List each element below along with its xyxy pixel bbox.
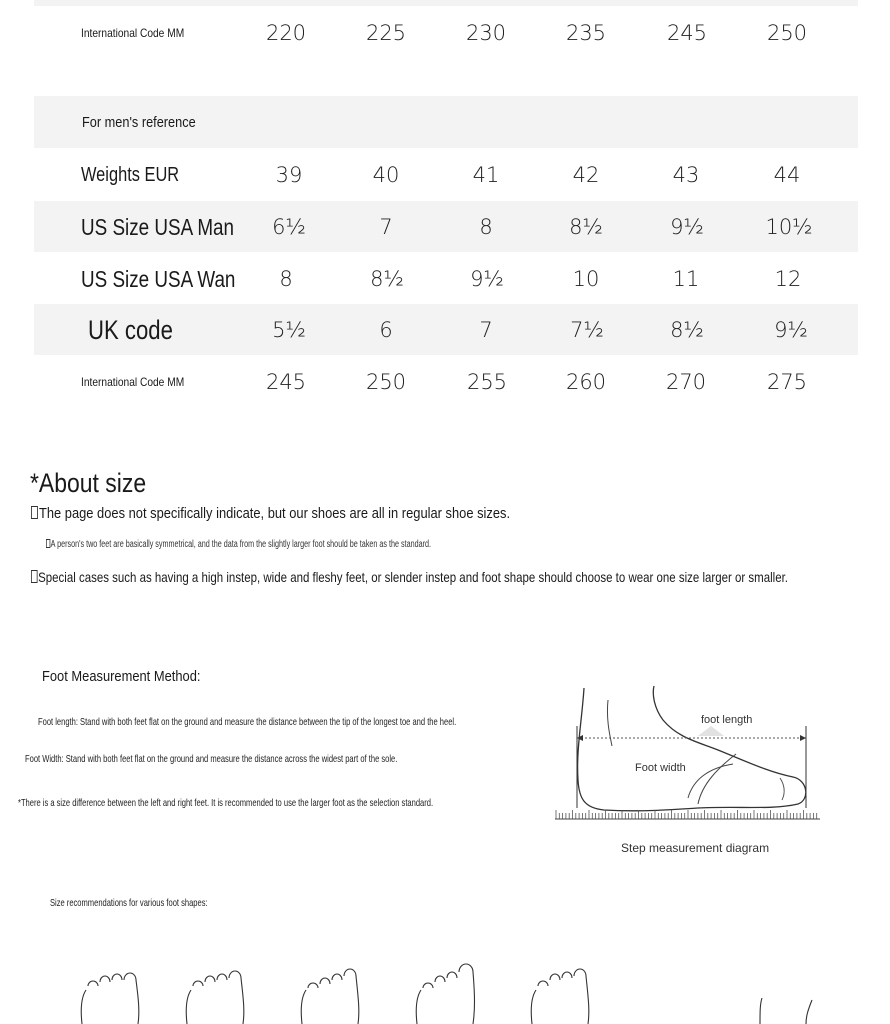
cell: 8 <box>279 267 293 291</box>
cell: 9½ <box>470 267 504 291</box>
foot-length-label: foot length <box>701 714 753 726</box>
about-size-title: *About size <box>30 468 147 498</box>
foot-shapes-illustration <box>70 960 830 1024</box>
cell: 250 <box>766 21 808 45</box>
foot-shape-2-icon <box>186 971 244 1024</box>
cell: 5½ <box>272 318 306 342</box>
bullet-text: The page does not specifically indicate, but our shoes are all in regular shoe sizes. <box>38 505 511 522</box>
cell: 230 <box>465 21 507 45</box>
bullet-text: A person's two feet are basically symmetrical, and the data from the slightly larger foot should be taken as the standard. <box>50 539 432 550</box>
bullet-text: Special cases such as having a high instep, wide and fleshy feet, or slender instep and foot shape should choose to wear one size larger or smaller. <box>38 569 788 585</box>
row-label: US Size USA Wan <box>81 265 236 292</box>
table-row-us-man <box>34 201 858 253</box>
table-row-intl-mm <box>34 356 858 408</box>
foot-shape-1-icon <box>81 973 139 1024</box>
bullet-box-icon <box>46 539 50 548</box>
foot-width-label: Foot width <box>635 762 686 774</box>
cell: 6½ <box>272 215 306 239</box>
cell: 220 <box>265 21 307 45</box>
foot-shape-4-icon <box>416 964 474 1024</box>
diagram-caption: Step measurement diagram <box>621 841 770 855</box>
cell: 11 <box>672 267 700 291</box>
about-bullet-2 <box>46 539 431 550</box>
top-table-header-band <box>34 0 858 6</box>
cell: 260 <box>565 370 607 394</box>
cell: 7½ <box>570 318 604 342</box>
row-label: International Code MM <box>81 26 185 40</box>
size-difference-note: *There is a size difference between the left and right feet. It is recommended to use the larger foot as the selection standard. <box>18 797 434 809</box>
table-row-us-wan <box>34 253 858 305</box>
foot-shape-recommendations-title: Size recommendations for various foot shapes: <box>50 897 208 909</box>
measuring-ruler-icon <box>556 810 817 819</box>
cell: 9½ <box>774 318 808 342</box>
mens-table-title: For men's reference <box>82 114 196 131</box>
cell: 6 <box>379 318 393 342</box>
row-label: UK code <box>88 314 173 345</box>
cell: 39 <box>275 163 303 187</box>
table-row-weights-eur <box>34 149 858 201</box>
foot-outline-icon <box>578 686 806 811</box>
cell: 7 <box>379 215 393 239</box>
foot-measurement-diagram <box>548 680 828 865</box>
cell: 42 <box>572 163 600 187</box>
about-bullet-3 <box>31 569 788 585</box>
table-row-uk-code <box>34 304 858 356</box>
about-bullet-1 <box>31 505 510 522</box>
foot-length-instruction: Foot length: Stand with both feet flat on the ground and measure the distance between the tip of the longest toe and the heel. <box>38 716 457 728</box>
cell: 8 <box>479 215 493 239</box>
measurement-title: Foot Measurement Method: <box>42 668 201 685</box>
cell: 255 <box>466 370 508 394</box>
cell: 8½ <box>370 267 404 291</box>
bullet-box-icon <box>31 570 37 583</box>
cell: 10½ <box>765 215 813 239</box>
cell: 10 <box>572 267 600 291</box>
cell: 12 <box>774 267 802 291</box>
bullet-box-icon <box>31 506 38 520</box>
row-label: International Code MM <box>81 375 185 389</box>
cell: 275 <box>766 370 808 394</box>
foot-width-instruction: Foot Width: Stand with both feet flat on the ground and measure the distance across the widest part of the sole. <box>25 753 398 765</box>
cell: 43 <box>672 163 700 187</box>
table-row-top-intl-mm <box>34 7 858 59</box>
cell: 245 <box>265 370 307 394</box>
cell: 245 <box>666 21 708 45</box>
leg-outline-icon <box>760 998 812 1024</box>
cell: 44 <box>773 163 801 187</box>
row-label: Weights EUR <box>81 163 180 186</box>
cell: 7 <box>479 318 493 342</box>
foot-shape-3-icon <box>301 969 359 1024</box>
foot-shape-5-icon <box>531 969 589 1024</box>
cell: 250 <box>365 370 407 394</box>
cell: 8½ <box>569 215 603 239</box>
cell: 40 <box>372 163 400 187</box>
row-label: US Size USA Man <box>81 213 235 240</box>
cell: 41 <box>472 163 500 187</box>
cell: 235 <box>565 21 607 45</box>
cell: 225 <box>365 21 407 45</box>
cell: 9½ <box>670 215 704 239</box>
cell: 8½ <box>670 318 704 342</box>
cell: 270 <box>665 370 707 394</box>
